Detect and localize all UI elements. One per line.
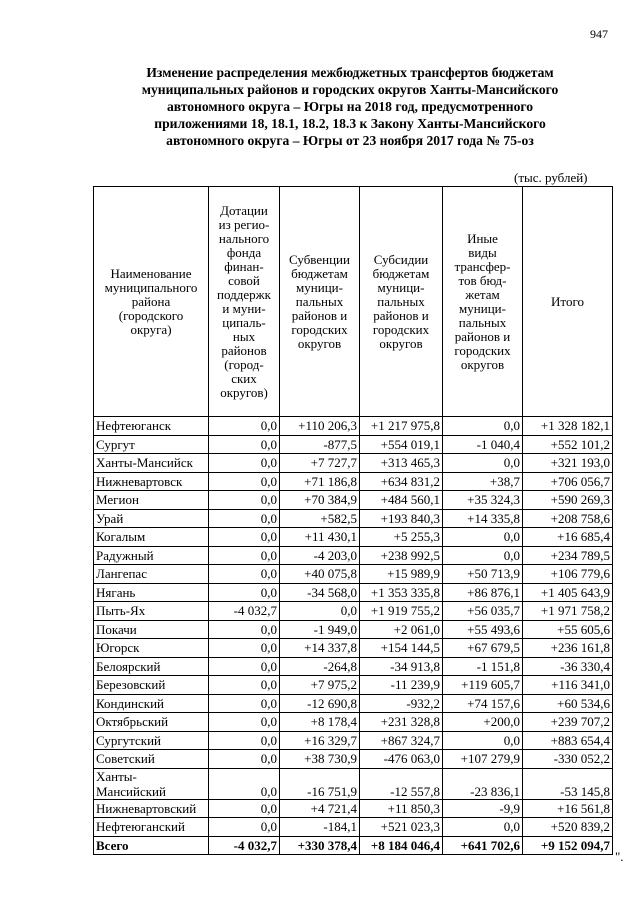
cell-dotacii: 0,0	[209, 435, 280, 454]
cell-itogo: +106 779,6	[523, 565, 613, 584]
cell-itogo: +239 707,2	[523, 713, 613, 732]
header-line: районов и	[373, 307, 429, 323]
header-line: пальных	[458, 314, 507, 330]
cell-inye: 0,0	[443, 417, 523, 436]
cell-dotacii: 0,0	[209, 565, 280, 584]
header-line: округов	[297, 335, 342, 351]
cell-name: Ханты-Мансийский	[94, 768, 209, 799]
cell-subvencii: 0,0	[280, 602, 360, 621]
cell-subsidii: -34 913,8	[360, 657, 443, 676]
cell-subsidii: +2 061,0	[360, 620, 443, 639]
cell-itogo: +234 789,5	[523, 546, 613, 565]
cell-name: Сургутский	[94, 731, 209, 750]
title-line: Изменение распределения межбюджетных трансфертов бюджетам	[146, 65, 554, 80]
cell-subsidii: -12 557,8	[360, 768, 443, 799]
cell-name: Пыть-Ях	[94, 602, 209, 621]
title-line: автономного округа – Югры от 23 ноября 2017 года № 75-оз	[166, 133, 534, 148]
cell-name: Ханты-Мансийск	[94, 454, 209, 473]
cell-itogo: +16 561,8	[523, 799, 613, 818]
cell-itogo: +55 605,6	[523, 620, 613, 639]
cell-itogo: +520 839,2	[523, 818, 613, 837]
header-line: и муни-	[222, 300, 266, 316]
table-row	[94, 713, 613, 732]
cell-dotacii: 0,0	[209, 417, 280, 436]
cell-subsidii: +8 184 046,4	[360, 836, 443, 855]
header-dotacii	[209, 187, 280, 417]
cell-subvencii: -16 751,9	[280, 768, 360, 799]
table-row	[94, 768, 613, 799]
total-row	[94, 836, 613, 855]
table-row	[94, 565, 613, 584]
cell-inye: +74 157,6	[443, 694, 523, 713]
cell-itogo: +208 758,6	[523, 509, 613, 528]
header-line: муници-	[296, 279, 343, 295]
table-header-row	[94, 187, 613, 417]
cell-name: Радужный	[94, 546, 209, 565]
cell-itogo: +883 654,4	[523, 731, 613, 750]
header-line: совой	[228, 272, 260, 288]
header-line: городских	[291, 321, 348, 337]
cell-inye: +35 324,3	[443, 491, 523, 510]
cell-inye: -23 836,1	[443, 768, 523, 799]
header-line: (город-	[224, 356, 264, 372]
units-label: (тыс. рублей)	[514, 170, 588, 185]
cell-name: Нефтеюганск	[94, 417, 209, 436]
title-line: приложениями 18, 18.1, 18.2, 18.3 к Закону Ханты-Мансийского	[154, 116, 546, 131]
cell-dotacii: 0,0	[209, 750, 280, 769]
header-line: округов)	[220, 384, 268, 400]
header-itogo	[523, 187, 613, 417]
cell-itogo: +9 152 094,7	[523, 836, 613, 855]
cell-subsidii: +1 353 335,8	[360, 583, 443, 602]
cell-name: Югорск	[94, 639, 209, 658]
cell-inye: +56 035,7	[443, 602, 523, 621]
cell-dotacii: 0,0	[209, 799, 280, 818]
header-line: Субвенции	[289, 251, 350, 267]
cell-itogo: -53 145,8	[523, 768, 613, 799]
table-row	[94, 731, 613, 750]
header-line: нального	[218, 230, 270, 246]
cell-subvencii: +582,5	[280, 509, 360, 528]
cell-subsidii: -476 063,0	[360, 750, 443, 769]
header-line: районов	[221, 342, 267, 358]
cell-inye: +641 702,6	[443, 836, 523, 855]
cell-inye: +107 279,9	[443, 750, 523, 769]
cell-subvencii: +71 186,8	[280, 472, 360, 491]
header-line: муниципального	[104, 279, 198, 295]
cell-subsidii: +484 560,1	[360, 491, 443, 510]
cell-subsidii: +313 465,3	[360, 454, 443, 473]
cell-dotacii: 0,0	[209, 676, 280, 695]
cell-subsidii: +154 144,5	[360, 639, 443, 658]
cell-subvencii: -264,8	[280, 657, 360, 676]
cell-name: Всего	[94, 836, 209, 855]
cell-subvencii: -1 949,0	[280, 620, 360, 639]
header-line: (городского	[118, 307, 184, 323]
cell-inye: 0,0	[443, 818, 523, 837]
cell-name: Нефтеюганский	[94, 818, 209, 837]
cell-inye: 0,0	[443, 528, 523, 547]
table-row	[94, 639, 613, 658]
table-body	[94, 417, 613, 855]
header-line: городских	[454, 342, 511, 358]
header-line: жетам	[465, 286, 500, 302]
header-line: пальных	[377, 293, 425, 309]
cell-itogo: +1 328 182,1	[523, 417, 613, 436]
cell-dotacii: 0,0	[209, 639, 280, 658]
table-row	[94, 454, 613, 473]
cell-itogo: +1 405 643,9	[523, 583, 613, 602]
header-line: ских	[231, 370, 257, 386]
cell-subvencii: +14 337,8	[280, 639, 360, 658]
cell-itogo: -330 052,2	[523, 750, 613, 769]
cell-itogo: +321 193,0	[523, 454, 613, 473]
cell-subvencii: -184,1	[280, 818, 360, 837]
table-row	[94, 528, 613, 547]
table-row	[94, 417, 613, 436]
cell-inye: -1 151,8	[443, 657, 523, 676]
header-line: трансфер-	[454, 258, 511, 274]
cell-itogo: +16 685,4	[523, 528, 613, 547]
cell-name: Белоярский	[94, 657, 209, 676]
cell-subsidii: +1 217 975,8	[360, 417, 443, 436]
header-line: бюджетам	[291, 265, 348, 281]
cell-dotacii: 0,0	[209, 694, 280, 713]
header-line: пальных	[295, 293, 344, 309]
cell-name: Березовский	[94, 676, 209, 695]
cell-dotacii: 0,0	[209, 620, 280, 639]
title-line: автономного округа – Югры на 2018 год, предусмотренного	[166, 99, 534, 114]
cell-name: Октябрьский	[94, 713, 209, 732]
cell-subsidii: +521 023,3	[360, 818, 443, 837]
header-line: финан-	[224, 258, 264, 274]
cell-subsidii: -932,2	[360, 694, 443, 713]
cell-subvencii: +8 178,4	[280, 713, 360, 732]
cell-subvencii: +110 206,3	[280, 417, 360, 436]
cell-inye: +200,0	[443, 713, 523, 732]
table-row	[94, 657, 613, 676]
cell-name: Урай	[94, 509, 209, 528]
title-line: муниципальных районов и городских округов Ханты-Мансийского	[141, 82, 559, 97]
header-line: бюджетам	[372, 265, 430, 281]
table-row	[94, 472, 613, 491]
cell-dotacii: 0,0	[209, 454, 280, 473]
cell-inye: +55 493,6	[443, 620, 523, 639]
cell-itogo: +236 161,8	[523, 639, 613, 658]
cell-itogo: +706 056,7	[523, 472, 613, 491]
cell-subsidii: +1 919 755,2	[360, 602, 443, 621]
header-line: ных	[232, 328, 256, 344]
cell-inye: +86 876,1	[443, 583, 523, 602]
header-line: муници-	[377, 279, 425, 295]
cell-dotacii: -4 032,7	[209, 836, 280, 855]
cell-name: Когалым	[94, 528, 209, 547]
cell-subsidii: +554 019,1	[360, 435, 443, 454]
cell-inye: +119 605,7	[443, 676, 523, 695]
table-row	[94, 491, 613, 510]
cell-itogo: +552 101,2	[523, 435, 613, 454]
header-line: района	[131, 293, 171, 309]
cell-dotacii: 0,0	[209, 546, 280, 565]
header-line: поддержк	[217, 286, 271, 302]
cell-subsidii: +231 328,8	[360, 713, 443, 732]
cell-dotacii: 0,0	[209, 768, 280, 799]
cell-inye: +14 335,8	[443, 509, 523, 528]
cell-subvencii: -877,5	[280, 435, 360, 454]
cell-inye: +67 679,5	[443, 639, 523, 658]
cell-dotacii: 0,0	[209, 818, 280, 837]
cell-inye: -9,9	[443, 799, 523, 818]
header-subvencii	[280, 187, 360, 417]
cell-dotacii: 0,0	[209, 491, 280, 510]
cell-inye: +50 713,9	[443, 565, 523, 584]
cell-dotacii: 0,0	[209, 509, 280, 528]
cell-subvencii: -12 690,8	[280, 694, 360, 713]
cell-dotacii: 0,0	[209, 713, 280, 732]
header-line: из регио-	[218, 216, 270, 232]
header-line: городских	[372, 321, 430, 337]
header-line: районов и	[291, 307, 348, 323]
cell-subvencii: +40 075,8	[280, 565, 360, 584]
table-row	[94, 602, 613, 621]
cell-subsidii: +15 989,9	[360, 565, 443, 584]
header-line: Иные	[467, 230, 498, 246]
cell-name: Нижневартовский	[94, 799, 209, 818]
table-row	[94, 676, 613, 695]
cell-name: Сургут	[94, 435, 209, 454]
cell-subvencii: -34 568,0	[280, 583, 360, 602]
cell-subvencii: +11 430,1	[280, 528, 360, 547]
header-line: районов и	[454, 328, 511, 344]
cell-name: Лангепас	[94, 565, 209, 584]
cell-subvencii: +7 975,2	[280, 676, 360, 695]
cell-subsidii: +634 831,2	[360, 472, 443, 491]
header-line: округов	[460, 356, 505, 372]
cell-itogo: +1 971 758,2	[523, 602, 613, 621]
cell-dotacii: 0,0	[209, 657, 280, 676]
header-line: тов бюд-	[458, 272, 507, 288]
cell-subsidii: -11 239,9	[360, 676, 443, 695]
table-row	[94, 818, 613, 837]
cell-subvencii: -4 203,0	[280, 546, 360, 565]
cell-subsidii: +11 850,3	[360, 799, 443, 818]
cell-dotacii: 0,0	[209, 472, 280, 491]
page-number: 947	[590, 27, 608, 41]
cell-subsidii: +238 992,5	[360, 546, 443, 565]
cell-name: Покачи	[94, 620, 209, 639]
header-line: Субсидии	[373, 251, 429, 267]
table-row	[94, 694, 613, 713]
table-row	[94, 583, 613, 602]
cell-inye: +38,7	[443, 472, 523, 491]
cell-subvencii: +4 721,4	[280, 799, 360, 818]
cell-subvencii: +7 727,7	[280, 454, 360, 473]
header-subsidii	[360, 187, 443, 417]
header-line: муници-	[459, 300, 506, 316]
document-title	[100, 64, 600, 149]
cell-inye: 0,0	[443, 731, 523, 750]
cell-subvencii: +16 329,7	[280, 731, 360, 750]
closing-quote: ".	[615, 849, 624, 864]
header-line: ципаль-	[222, 314, 266, 330]
table-row	[94, 546, 613, 565]
cell-itogo: +590 269,3	[523, 491, 613, 510]
header-line: округа)	[130, 321, 172, 337]
cell-subsidii: +5 255,3	[360, 528, 443, 547]
header-line: округов	[379, 335, 423, 351]
cell-subvencii: +70 384,9	[280, 491, 360, 510]
header-name	[94, 187, 209, 417]
cell-name: Нягань	[94, 583, 209, 602]
header-line: виды	[468, 244, 497, 260]
table-row	[94, 620, 613, 639]
table-row	[94, 509, 613, 528]
header-line: Итого	[551, 293, 584, 309]
cell-subsidii: +193 840,3	[360, 509, 443, 528]
header-line: фонда	[226, 244, 262, 260]
cell-name: Нижневартовск	[94, 472, 209, 491]
cell-subsidii: +867 324,7	[360, 731, 443, 750]
cell-dotacii: 0,0	[209, 583, 280, 602]
header-inye	[443, 187, 523, 417]
table-row	[94, 799, 613, 818]
cell-dotacii: 0,0	[209, 528, 280, 547]
cell-itogo: +116 341,0	[523, 676, 613, 695]
cell-name: Советский	[94, 750, 209, 769]
cell-name: Мегион	[94, 491, 209, 510]
transfers-table	[93, 186, 613, 855]
cell-inye: 0,0	[443, 546, 523, 565]
cell-dotacii: -4 032,7	[209, 602, 280, 621]
table-row	[94, 435, 613, 454]
cell-inye: -1 040,4	[443, 435, 523, 454]
cell-inye: 0,0	[443, 454, 523, 473]
cell-name: Кондинский	[94, 694, 209, 713]
header-line: Наименование	[110, 265, 192, 281]
table-row	[94, 750, 613, 769]
cell-subvencii: +38 730,9	[280, 750, 360, 769]
header-line: Дотации	[220, 202, 268, 218]
cell-subvencii: +330 378,4	[280, 836, 360, 855]
cell-dotacii: 0,0	[209, 731, 280, 750]
cell-itogo: +60 534,6	[523, 694, 613, 713]
cell-itogo: -36 330,4	[523, 657, 613, 676]
